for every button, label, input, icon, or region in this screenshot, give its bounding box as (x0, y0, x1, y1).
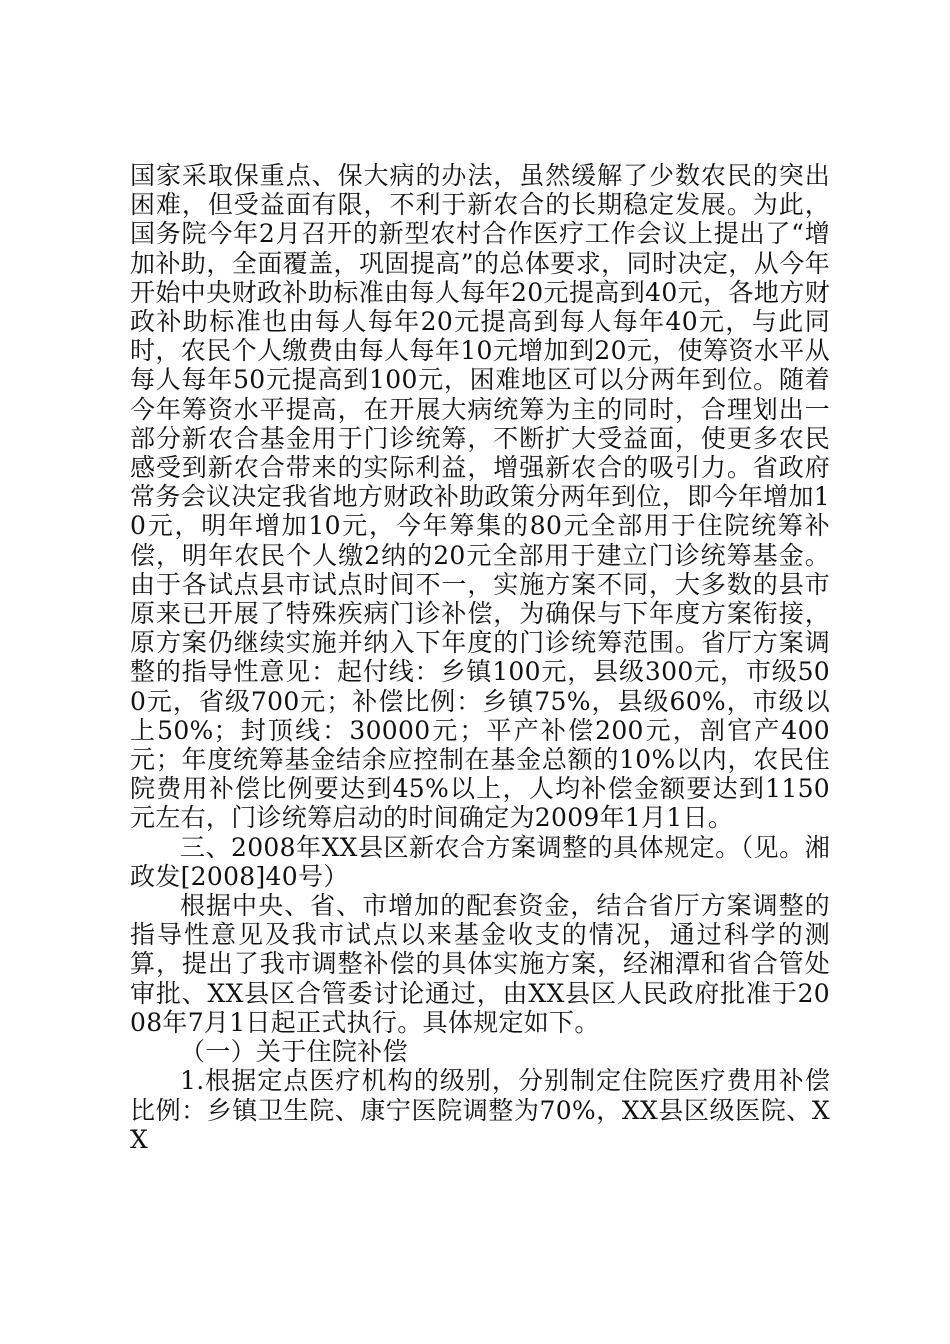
paragraph-subsection-inpatient: （一）关于住院补偿 (180, 1037, 408, 1067)
paragraph-funding-policy: 国家采取保重点、保大病的办法，虽然缓解了少数农民的突出困难，但受益面有限，不利于新农合的长期稳定发展。为此，国务院今年2月召开的新型农村合作医疗工作会议上提出了“增加补助，全面覆盖，巩固提高”的总体要求，同时决定，从今年开始中央财政补助标准由每人每年20元提高到40元，各地方财政补助标准也由每人每年20元提高到每人每年40元，与此同时，农民个人缴费由每人每年10元增加到20元，使筹资水平从每人每年50元提高到100元，困难地区可以分两年到位。随着今年筹资水平提高，在开展大病统筹为主的同时，合理划出一部分新农合基金用于门诊统筹，不断扩大受益面，使更多农民感受到新农合带来的实际利益，增强新农合的吸引力。省政府常务会议决定我省地方财政补助政策分两年到位，即今年增加10元，明年增加10元，今年筹集的80元全部用于住院统筹补偿，明年农民个人缴2纳的20元全部用于建立门诊统筹基金。由于各试点县市试点时间不一，实施方案不同，大多数的县市原来已开展了特殊疾病门诊补偿，为确保与下年度方案衔接，原方案仍继续实施并纳入下年度的门诊统筹范围。省厅方案调整的指导性意见：起付线：乡镇100元，县级300元，市级500元，省级700元；补偿比例：乡镇75%，县级60%，市级以上50%；封顶线：30000元；平产补偿200元，剖官产400元；年度统筹基金结余应控制在基金总额的10%以内，农民住院费用补偿比例要达到45%以上，人均补偿金额要达到1150元左右，门诊统筹启动的时间确定为2009年1月1日。 (130, 161, 830, 833)
paragraph-section-three-heading: 三、2008年XX县区新农合方案调整的具体规定。（见。湘政发[2008]40号） (130, 832, 830, 891)
document-body (130, 161, 830, 1154)
paragraph-implementation-plan: 根据中央、省、市增加的配套资金，结合省厅方案调整的指导性意见及我市试点以来基金收支的情况，通过科学的测算，提出了我市调整补偿的具体实施方案，经湘潭和省合管处审批、XX县区合管委讨论通过，由XX县区人民政府批准于2008年7月1日起正式执行。具体规定如下。 (130, 891, 830, 1037)
paragraph-item-one: 1.根据定点医疗机构的级别，分别制定住院医疗费用补偿比例：乡镇卫生院、康宁医院调整为70%，XX县区级医院、XX (130, 1066, 830, 1154)
